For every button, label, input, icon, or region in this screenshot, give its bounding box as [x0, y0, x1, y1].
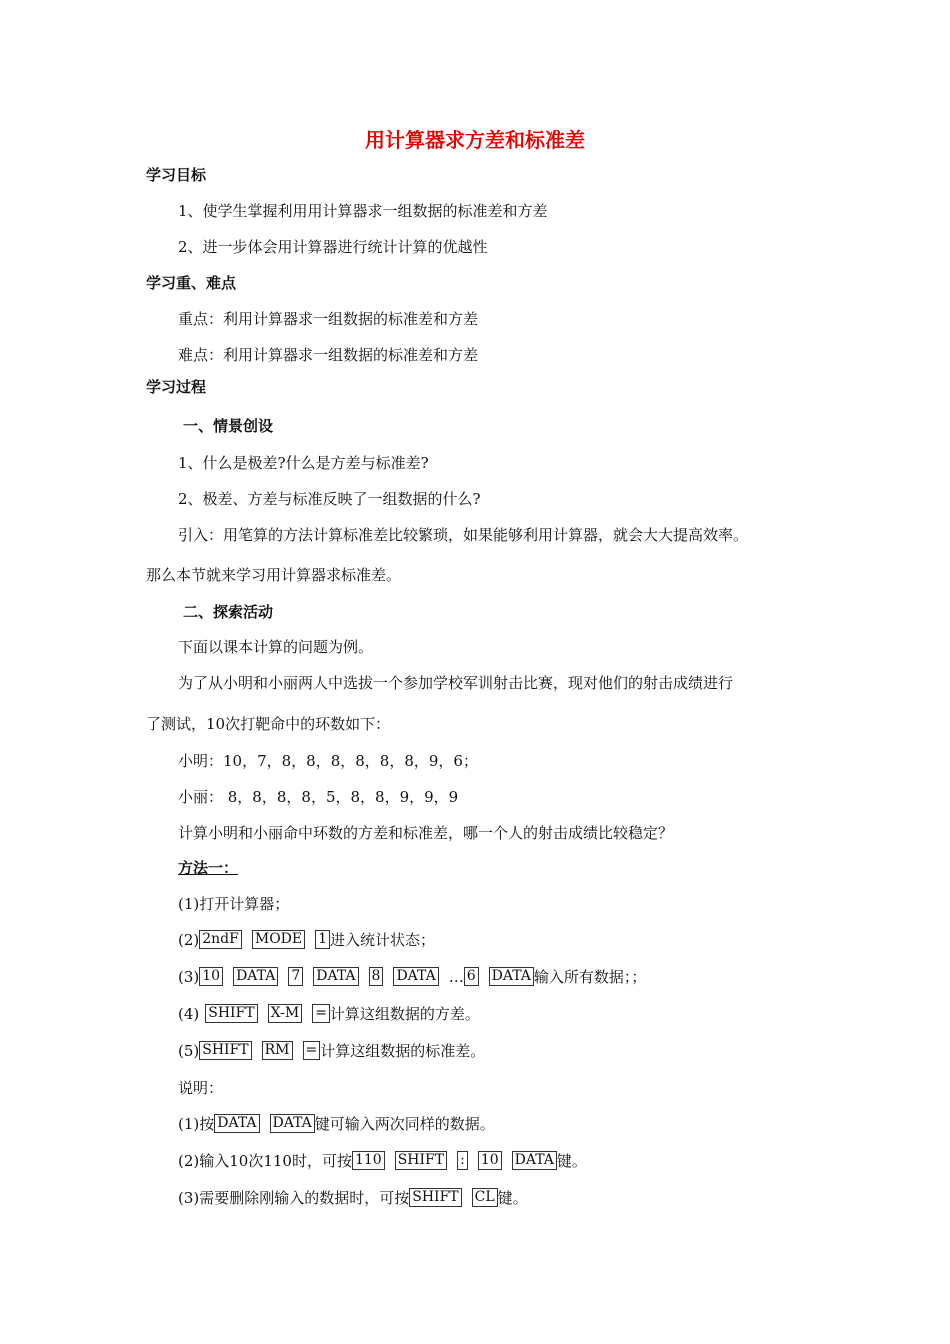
key-shift: SHIFT — [409, 1188, 461, 1207]
goal-1: 1、使学生掌握利用用计算器求一组数据的标准差和方差 — [178, 202, 548, 220]
key-colon: : — [457, 1151, 468, 1170]
key-8: 8 — [369, 967, 384, 986]
method1-heading: 方法一： — [178, 859, 239, 877]
key-data: DATA — [233, 967, 278, 986]
xiaoli-scores: 小丽： 8，8，8，8，5，8，8，9，9，9 — [178, 788, 459, 806]
key-equals: = — [312, 1004, 330, 1023]
step-5: (5) SHIFT RM = 计算这组数据的标准差。 — [178, 1041, 486, 1060]
key-rm: RM — [262, 1041, 293, 1060]
example-line-3: 了测试，10次打靶命中的环数如下： — [146, 715, 391, 733]
key-6: 6 — [464, 967, 479, 986]
key-data: DATA — [393, 967, 438, 986]
intro-line-1: 引入：用笔算的方法计算标准差比较繁琐，如果能够利用计算器，就会大大提高效率。 — [178, 526, 749, 544]
task-line: 计算小明和小丽命中环数的方差和标准差，哪一个人的射击成绩比较稳定？ — [178, 824, 674, 842]
intro-line-2: 那么本节就来学习用计算器求标准差。 — [146, 566, 402, 584]
key-point: 重点：利用计算器求一组数据的标准差和方差 — [178, 310, 479, 328]
note-1: (1)按 DATA DATA 键可输入两次同样的数据。 — [178, 1115, 495, 1133]
key-data: DATA — [489, 967, 534, 986]
key-heading: 学习重、难点 — [146, 274, 237, 292]
key-equals: = — [303, 1041, 321, 1060]
key-data: DATA — [214, 1114, 259, 1133]
note-heading: 说明： — [178, 1079, 224, 1097]
step-3: (3) 10 DATA 7 DATA 8 DATA … 6 DATA 输入所有数据；； — [178, 967, 647, 986]
key-shift: SHIFT — [205, 1004, 257, 1023]
key-data: DATA — [512, 1151, 557, 1170]
process-heading: 学习过程 — [146, 378, 207, 396]
goal-2: 2、进一步体会用计算器进行统计计算的优越性 — [178, 238, 488, 256]
note-3: (3)需要删除刚输入的数据时，可按 SHIFT CL 键。 — [178, 1189, 528, 1207]
key-2ndf: 2ndF — [199, 930, 242, 949]
part2-heading: 二、探索活动 — [183, 603, 274, 621]
key-data: DATA — [313, 967, 358, 986]
key-mode: MODE — [252, 930, 305, 949]
question-2: 2、极差、方差与标准反映了一组数据的什么? — [178, 490, 481, 508]
key-x-m: X-M — [268, 1004, 303, 1023]
part1-heading: 一、情景创设 — [183, 417, 274, 435]
key-1: 1 — [315, 930, 330, 949]
example-line-2: 为了从小明和小丽两人中选拔一个参加学校军训射击比赛，现对他们的射击成绩进行 — [178, 674, 734, 692]
key-cl: CL — [472, 1188, 498, 1207]
step-1: (1)打开计算器； — [178, 895, 290, 913]
key-7: 7 — [288, 967, 303, 986]
key-110: 110 — [352, 1151, 385, 1170]
step-2: (2) 2ndF MODE 1 进入统计状态； — [178, 930, 436, 949]
goals-heading: 学习目标 — [146, 166, 207, 184]
note-2: (2)输入10次110时，可按 110 SHIFT : 10 DATA 键。 — [178, 1152, 587, 1170]
question-1: 1、什么是极差?什么是方差与标准差? — [178, 454, 429, 472]
page-title: 用计算器求方差和标准差 — [365, 128, 585, 152]
difficult-point: 难点：利用计算器求一组数据的标准差和方差 — [178, 346, 479, 364]
key-shift: SHIFT — [395, 1151, 447, 1170]
key-10: 10 — [199, 967, 223, 986]
step-4: (4) SHIFT X-M = 计算这组数据的方差。 — [178, 1004, 480, 1023]
key-shift: SHIFT — [199, 1041, 251, 1060]
example-line-1: 下面以课本计算的问题为例。 — [178, 638, 374, 656]
key-10: 10 — [478, 1151, 502, 1170]
xiaoming-scores: 小明：10，7，8，8，8，8，8，8，9，6； — [178, 752, 478, 770]
key-data: DATA — [270, 1114, 315, 1133]
